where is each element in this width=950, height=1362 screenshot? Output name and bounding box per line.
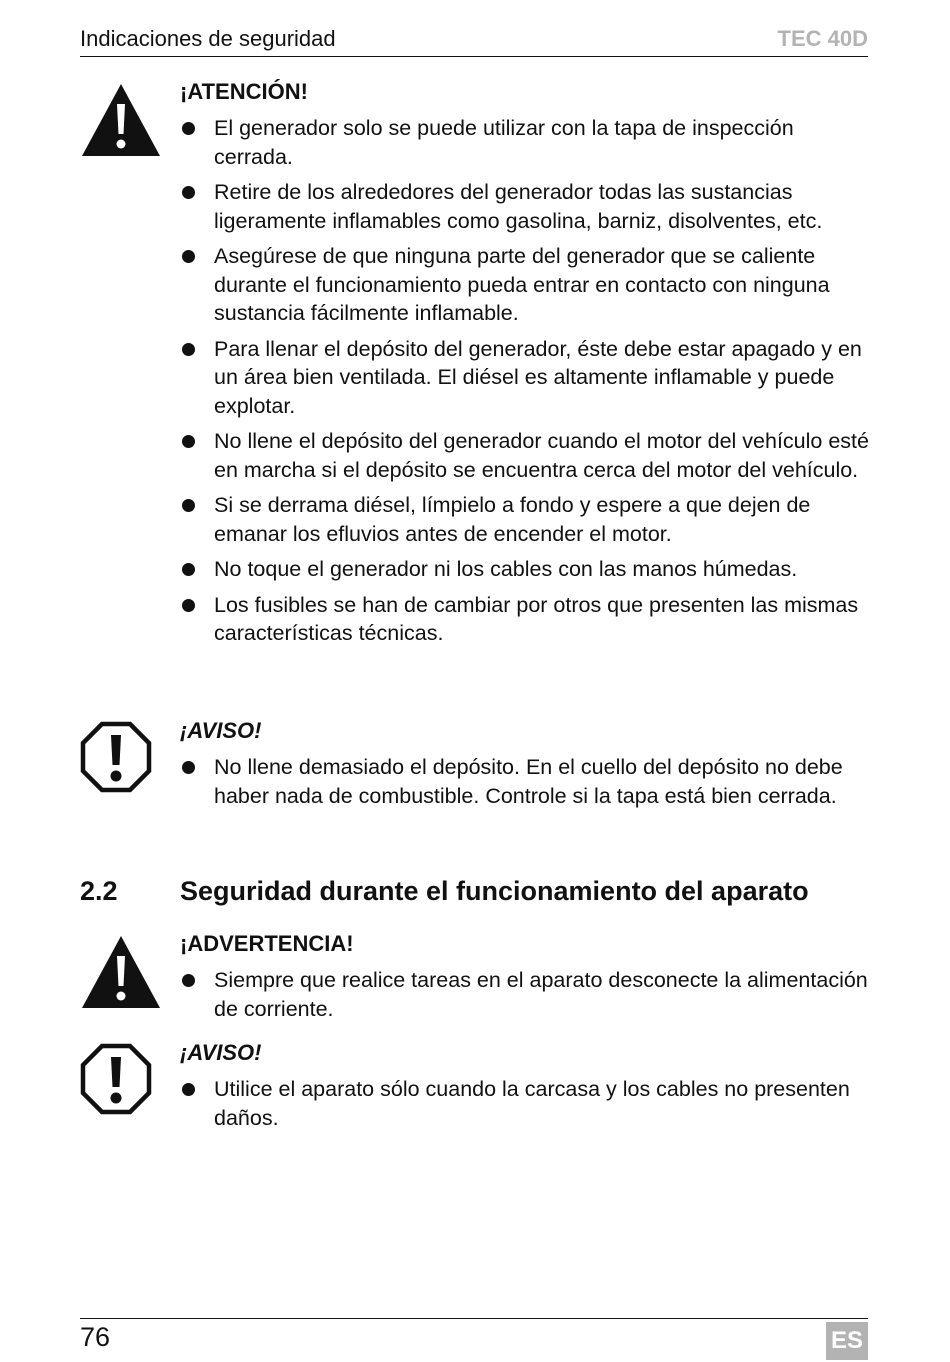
attention-title: ¡ATENCIÓN!: [180, 79, 308, 104]
list-item: Siempre que realice tareas en el aparato desconecte la alimentación de corriente.: [180, 966, 870, 1023]
bullet-dot-icon: [182, 499, 195, 512]
bullet-dot-icon: [182, 974, 195, 987]
bullet-dot-icon: [182, 343, 195, 356]
header-title: Indicaciones de seguridad: [80, 26, 336, 51]
section-title: Seguridad durante el funcionamiento del aparato: [180, 876, 809, 906]
page-header: [80, 24, 868, 57]
notice-octagon-icon: [80, 721, 152, 793]
warning-list: [180, 966, 870, 1023]
bullet-dot-icon: [182, 250, 195, 263]
warning-title: ¡ADVERTENCIA!: [180, 931, 354, 956]
bullet-dot-icon: [182, 186, 195, 199]
bullet-dot-icon: [182, 1083, 195, 1096]
warning-triangle-icon: [80, 934, 162, 1010]
list-item: Para llenar el depósito del generador, éste debe estar apagado y en un área bien ventilada. El diésel es altamente inflamable y puede explotar.: [180, 335, 870, 421]
language-badge: ES: [826, 1322, 868, 1360]
section-number: 2.2: [80, 876, 118, 906]
list-item: No llene demasiado el depósito. En el cuello del depósito no debe haber nada de combustible. Controle si la tapa está bien cerrada.: [180, 753, 870, 810]
notice-title: ¡AVISO!: [180, 718, 262, 743]
warning-triangle-icon: [80, 82, 162, 158]
bullet-dot-icon: [182, 435, 195, 448]
list-item: Si se derrama diésel, límpielo a fondo y espere a que dejen de emanar los efluvios antes de encender el motor.: [180, 491, 870, 548]
page-number: 76: [80, 1322, 111, 1352]
list-item: El generador solo se puede utilizar con la tapa de inspección cerrada.: [180, 114, 870, 171]
bullet-dot-icon: [182, 563, 195, 576]
list-item: No llene el depósito del generador cuando el motor del vehículo esté en marcha si el depósito se encuentra cerca del motor del vehículo.: [180, 427, 870, 484]
list-item: Utilice el aparato sólo cuando la carcasa y los cables no presenten daños.: [180, 1075, 870, 1132]
list-item: Asegúrese de que ninguna parte del generador que se caliente durante el funcionamiento pueda entrar en contacto con ninguna sustancia fácilmente inflamable.: [180, 242, 870, 328]
list-item: Retire de los alrededores del generador todas las sustancias ligeramente inflamables como gasolina, barniz, disolventes, etc.: [180, 178, 870, 235]
notice-list: [180, 753, 870, 810]
list-item: Los fusibles se han de cambiar por otros que presenten las mismas características técnicas.: [180, 591, 870, 648]
bullet-dot-icon: [182, 122, 195, 135]
notice-list: [180, 1075, 870, 1132]
header-model: TEC 40D: [777, 26, 868, 51]
bullet-dot-icon: [182, 599, 195, 612]
attention-list: [180, 114, 870, 648]
footer-divider: [80, 1318, 868, 1319]
list-item: No toque el generador ni los cables con las manos húmedas.: [180, 555, 870, 584]
notice-title: ¡AVISO!: [180, 1040, 262, 1065]
notice-octagon-icon: [80, 1043, 152, 1115]
bullet-dot-icon: [182, 761, 195, 774]
